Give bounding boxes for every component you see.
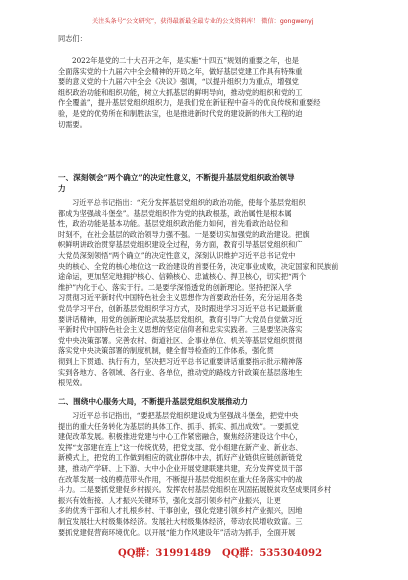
text-line: 制宜发展壮大村级集体经济。发展社大村级集体经济，带动农民增收致富。三 <box>58 517 303 526</box>
text-line: 性，政治功能是基本功能。基层党组织政治能力如何，首先看政治站位和 <box>58 219 289 229</box>
banner-text: 关注头条号“公文研究”，获得最新最全最专业的公文资料库！ 微信：gongwenyj <box>92 18 314 25</box>
text-line: 维护”内化于心、落实于行。二是要学深悟透党的创新理论。坚持把深入学 <box>58 282 292 292</box>
text-line: 落实党中央决策部署的制度机制，健全督导检查的工作体系，强化贯 <box>58 346 274 356</box>
text-line: 都成为坚强战斗堡垒”。基层党组织作为党的执政根基，政治属性是根本属 <box>58 208 292 218</box>
text-line: 时刻不，在社会基层的政治领导力强不强。一是要切实加强党的政治建设。把旗 <box>58 229 310 239</box>
text-line: 切需要。 <box>58 119 87 129</box>
text-line: 建，推动产学研、上下游、大中小企业开展党建联建共建，充分发挥党员干部 <box>58 464 303 473</box>
qq-group-1[interactable]: QQ群：31991489 <box>118 548 212 559</box>
text-line: 全面落实党的十九届六中全会精神的开局之年，做好基层党建工作具有特殊重 <box>58 66 303 76</box>
text-line: 央的核心、全党的核心地位这一政治建设的首要任务，决定事业成败，决定国家和民族前 <box>58 261 339 271</box>
text-line: 提出的重大任务转化为基层的具体工作、抓手、抓实、抓出成效”。一要抓党 <box>58 421 299 431</box>
text-line: 振兴有效衔接、人才振兴关键环节，强化支部引领乡村产业振兴，让更 <box>58 495 281 505</box>
text-line: 在改革发展一线的模范带头作用，不断提升基层党组织在重大任务落实中的战 <box>58 474 303 484</box>
header-bar <box>0 0 408 25</box>
text-line: 实到各地方、各领域、各行业、各单位，推动党的路线方针政策在基层落地生 <box>58 367 303 377</box>
document-page <box>58 26 350 540</box>
text-line: 途命运，更加坚定地拥护核心、信赖核心、忠诚核心、捍卫核心，切实把“两个 <box>58 272 307 282</box>
text-line: 彻到上下贯通、执行有力，坚决把习近平总书记重要讲话重要指示批示精神落 <box>58 357 303 366</box>
text-line: 帜鲜明讲政治贯穿基层党组织建设全过程，务方面，教育引导基层党组织和广 <box>58 240 303 250</box>
text-line: 习近平总书记指出，“要把基层党组织建设成为坚强战斗堡垒，把党中央 <box>72 411 299 420</box>
text-line: 组织政治功能和组织功能，树立大抓基层的鲜明导向，推动党的组织和党的工 <box>58 87 303 97</box>
text-line: 2022年是党的二十大召开之年，是实施“十四五”规划的重要之年，也是 <box>72 56 299 65</box>
text-line: 习贯彻习近平新时代中国特色社会主义思想作为首要政治任务，充分运用各类 <box>58 293 303 303</box>
text-line: 多的优秀干部和人才扎根乡村、干事创业，强化党建引领乡村产业振兴，因地 <box>58 506 303 516</box>
text-line: 大党员深刻领悟“两个确立”的决定性意义，深刻认识维护习近平总书记党中 <box>58 251 296 260</box>
text-line: 要讲话精神，用党的创新理论武装基层党组织，教育引导广大党员自觉做习近 <box>58 314 303 324</box>
top-banner[interactable] <box>92 8 354 25</box>
text-line: 党员学习平台，创新基层党组织学习方式，及时跟进学习习近平总书记最新重 <box>58 304 303 313</box>
qq-group-2[interactable]: QQ群：535304092 <box>222 548 323 559</box>
text-line: 作全覆盖”，提升基层党组织组织力，是我们党在新征程中奋斗的优良传统和重要经 <box>58 98 321 108</box>
text-line: 根见效。 <box>58 378 87 388</box>
text-line: 平新时代中国特色社会主义思想的坚定信仰者和忠实实践者。三是要坚决落实 <box>58 325 303 335</box>
footer <box>0 544 408 564</box>
text-line: 建促改革发展。积极推进党建与中心工作紧密融合，聚焦经济建设这个中心， <box>58 432 303 442</box>
greeting: 同志们： <box>58 34 87 43</box>
text-line: 斗力。二是要抓党建促乡村振兴。发挥农村基层党组织在巩固拓展脱贫攻坚成果同乡村 <box>58 485 332 495</box>
text-line: 要的意义党的十九届六中全会《决议》强调，“以提升组织力为重点，增强党 <box>58 77 299 87</box>
section-heading-1-cont: 力 <box>58 184 66 193</box>
text-line: 习近平总书记指出：“充分发挥基层党组织的政治功能，使每个基层党组织 <box>72 198 306 207</box>
section-heading-2: 二、围绕中心服务大局，不断提升基层党组织发展推动力 <box>58 397 248 406</box>
text-line: 党中央决策部署。完善农村、街道社区、企事业单位、机关等基层党组织贯彻 <box>58 335 303 345</box>
text-line: 发挥“支部建在连上”这一传统优势，把党支部、党小组建在新产业、新业态、 <box>58 442 303 452</box>
section-heading-1: 一、深刻领会“两个确立”的决定性意义，不断提升基层党组织政治领导 <box>58 173 295 182</box>
text-line: 要抓党建促营商环境优化。以开展“能力作风建设年”活动为抓手，全面开展 <box>58 527 296 537</box>
text-line: 验，是党的优势所在和制胜法宝，也是推进新时代党的建设新的伟大工程的迫 <box>58 109 303 118</box>
text-line: 新模式上，把党的工作做到相应的就业群体中去，抓好产业链供应链创新链党 <box>58 453 303 463</box>
